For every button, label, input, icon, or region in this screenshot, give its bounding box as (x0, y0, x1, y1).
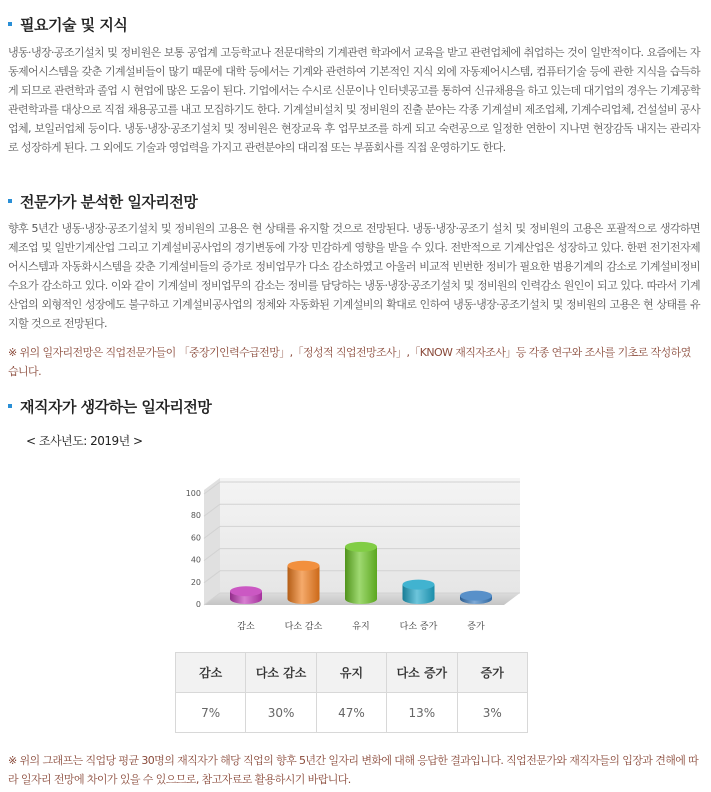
table-header-cell: 증가 (457, 653, 527, 693)
bar-body (288, 566, 320, 604)
table-header-cell: 감소 (176, 653, 246, 693)
outlook-bar-chart (170, 440, 540, 640)
survey-year: < 조사년도: 2019년 > (26, 434, 143, 448)
bar-top (288, 561, 320, 571)
bar (230, 586, 262, 604)
x-axis-labels (237, 620, 485, 632)
x-tick-label: 다소 증가 (399, 622, 438, 632)
bullet-icon (8, 404, 12, 408)
y-tick-label: 60 (190, 533, 201, 543)
expert-paragraph: 향후 5년간 냉동·냉장·공조기설치 및 정비원의 고용은 현 상태를 유지할 것으로 전망된다. 냉동·냉장·공조기 설치 및 정비원의 고용은 포괄적으로 생각하면 제조업 및 일반기계산업 그리고 기계설비공사업의 경기변동에 가장 민감하게 영향을 받을 수 있다. 전반적으로 기계산업은 성장하고 있다. 한편 전기전자제어시스템과 자동화시스템을 갖춘 기계설비들의 증가로 정비업무가 다소 감소하였고 아울러 비교적 빈번한 정비가 필요한 범용기계의 감소로 기계설비정비수요가 감소하고 있다. 이와 같이 기계설비 정비업무의 감소는 정비를 담당하는 냉동·냉장·공조기설치 및 정비원의 인력감소 원인이 되고 있다. 따라서 기계산업의 외형적인 성장에도 불구하고 기계설비공사업의 정체와 자동화된 기계설비의 확대로 인하여 냉동·냉장·공조기설치 및 정비원의 고용은 현 상태를 유지할 것으로 전망된다. (8, 222, 700, 330)
bar-top (403, 580, 435, 590)
bullet-icon (8, 22, 12, 26)
section-title-text: 필요기술 및 지식 (20, 16, 128, 34)
y-tick-label: 80 (190, 511, 201, 521)
y-axis-ticks (186, 489, 201, 609)
y-tick-label: 100 (185, 489, 201, 498)
bar-top (345, 542, 377, 552)
table-cell: 3% (457, 693, 527, 733)
result-table (175, 652, 528, 733)
y-tick-label: 0 (195, 600, 201, 609)
section-title-skills (8, 14, 127, 35)
x-tick-label: 증가 (467, 622, 485, 632)
section-title-expert (8, 191, 197, 212)
table-cell: 30% (246, 693, 316, 733)
table-header-cell: 다소 감소 (246, 653, 316, 693)
bar-top (460, 591, 492, 601)
bar (288, 561, 320, 604)
chart-side-wall (204, 478, 220, 605)
table-header-row (176, 653, 528, 693)
x-tick-label: 감소 (237, 622, 255, 632)
table-header-cell: 다소 증가 (387, 653, 457, 693)
table-header-cell: 유지 (316, 653, 386, 693)
skills-paragraph: 냉동·냉장·공조기설치 및 정비원은 보통 공업계 고등학교나 전문대학의 기계관련 학과에서 교육을 받고 관련업체에 취업하는 것이 일반적이다. 요즘에는 자동제어시스템을 갖춘 기계설비들이 많기 때문에 대학 등에서는 기계와 관련하여 기본적인 지식 외에 자동제어시스템, 컴퓨터기술 등에 관한 지식을 습득하게 되므로 관련학과 졸업 시 현업에 많은 도움이 된다. 기업에서는 수시로 신문이나 인터넷공고를 통하여 신규채용을 하고 있는데 대기업의 경우는 기계공학 관련학과를 대상으로 직접 채용공고를 내고 모집하기도 한다. 기계설비설치 및 정비원의 진출 분야는 각종 기계설비 제조업체, 기계수리업체, 건설설비 공사업체, 보일러업체 등이다. 냉동·냉장·공조기설치 및 정비원은 현장교육 후 업무보조를 하게 되고 숙련공으로 일정한 연한이 지나면 현장감독 내지는 관리자로 성장하게 된다. 그 외에도 기술과 영업력을 가지고 관련분야의 대리점 또는 부품회사를 직접 운영하기도 한다. (8, 46, 700, 154)
survey-note: ※ 위의 그래프는 직업당 평균 30명의 재직자가 해당 직업의 향후 5년간 일자리 변화에 대해 응답한 결과입니다. 직업전문가와 재직자들의 입장과 견해에 따라 일자리 전망에 차이가 있을 수 있으므로, 참고자료로 활용하시기 바랍니다. (8, 754, 699, 786)
section-title-survey (8, 396, 211, 417)
table-cell: 47% (316, 693, 386, 733)
x-tick-label: 다소 감소 (284, 622, 323, 632)
bar (403, 580, 435, 604)
y-tick-label: 40 (190, 555, 201, 565)
bar (460, 591, 492, 604)
bar-body (345, 547, 377, 604)
y-tick-label: 20 (190, 577, 201, 587)
table-cell: 13% (387, 693, 457, 733)
bullet-icon (8, 199, 12, 203)
bar (345, 542, 377, 604)
section-title-text: 재직자가 생각하는 일자리전망 (20, 398, 212, 416)
table-row (176, 693, 528, 733)
bar-top (230, 586, 262, 596)
x-tick-label: 유지 (352, 622, 370, 632)
table-cell: 7% (176, 693, 246, 733)
section-title-text: 전문가가 분석한 일자리전망 (20, 193, 198, 211)
expert-note: ※ 위의 일자리전망은 직업전문가들이 「중장기인력수급전망」,「정성적 직업전망조사」,「KNOW 재직자조사」등 각종 연구와 조사를 기초로 작성하였습니다. (8, 346, 691, 378)
